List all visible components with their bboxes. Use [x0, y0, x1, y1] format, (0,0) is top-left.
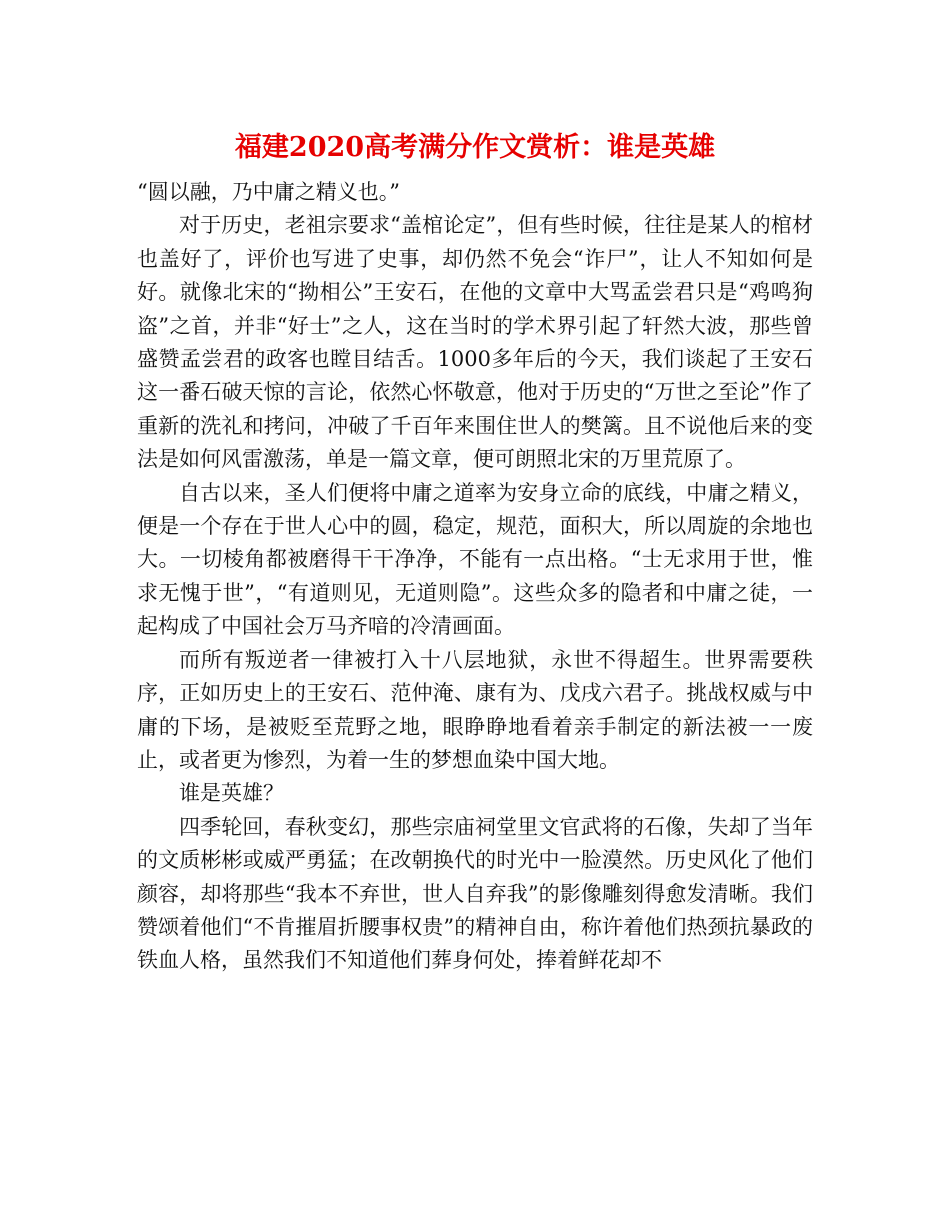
paragraph: 自古以来，圣人们便将中庸之道率为安身立命的底线，中庸之精义，便是一个存在于世人心中的圆，稳定，规范，面积大，所以周旋的余地也大。一切棱角都被磨得干干净净，不能有一点出格。“士无求用于世，惟求无愧于世”，“有道则见，无道则隐”。这些众多的隐者和中庸之徒，一起构成了中国社会万马齐喑的冷清画面。	[137, 480, 813, 639]
paragraph: 而所有叛逆者一律被打入十八层地狱，永世不得超生。世界需要秩序，正如历史上的王安石、范仲淹、康有为、戊戌六君子。挑战权威与中庸的下场，是被贬至荒野之地，眼睁睁地看着亲手制定的新法被一一废止，或者更为惨烈，为着一生的梦想血染中国大地。	[137, 647, 813, 772]
essay-body	[137, 176, 813, 978]
paragraph: 对于历史，老祖宗要求“盖棺论定”，但有些时候，往往是某人的棺材也盖好了，评价也写进了史事，却仍然不免会“诈尸”，让人不知如何是好。就像北宋的“拗相公”王安石，在他的文章中大骂孟尝君只是“鸡鸣狗盗”之首，并非“好士”之人，这在当时的学术界引起了轩然大波，那些曾盛赞孟尝君的政客也瞠目结舌。1000多年后的今天，我们谈起了王安石这一番石破天惊的言论，依然心怀敬意，他对于历史的“万世之至论”作了重新的洗礼和拷问，冲破了千百年来围住世人的樊篱。且不说他后来的变法是如何风雷激荡，单是一篇文章，便可朗照北宋的万里荒原了。	[137, 213, 813, 472]
document-title: 福建2020高考满分作文赏析：谁是英雄	[234, 132, 716, 163]
paragraph: 四季轮回，春秋变幻，那些宗庙祠堂里文官武将的石像，失却了当年的文质彬彬或威严勇猛；在改朝换代的时光中一脸漠然。历史风化了他们颜容，却将那些“我本不弃世，世人自弃我”的影像雕刻得愈发清晰。我们赞颂着他们“不肯摧眉折腰事权贵”的精神自由，称许着他们热颈抗暴政的铁血人格，虽然我们不知道他们葬身何处，捧着鲜花却不	[137, 814, 813, 973]
opening-quote: “圆以融，乃中庸之精义也。”	[137, 180, 400, 204]
question-paragraph: 谁是英雄？	[179, 781, 284, 806]
